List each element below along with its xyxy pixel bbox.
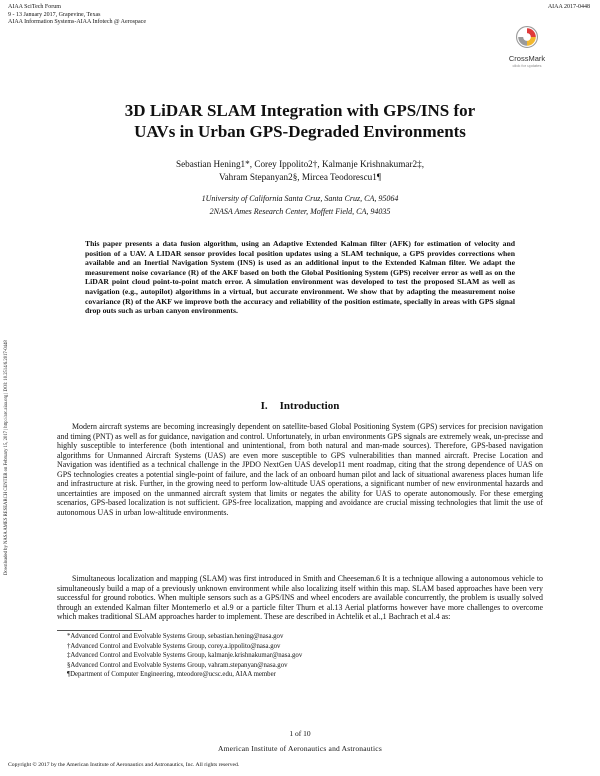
abstract: This paper presents a data fusion algorithm, using an Adaptive Extended Kalman filter (AFK) for estimation of velocity and position of a UAV. A LIDAR sensor provides local position updates using a SLAM technique, a GPS provides corrections when available and an Inertial Navigation System (INS) is used as an additional input to the Extended Kalman filter. We adapt the measurement noise covariance (R) of the AKF based on both the Global Positioning System (GPS) receiver error as well as on the LiDAR point cloud point-to-point match error. A simulation environment was developed to test the proposed SLAM as well as navigation (e.g., autopilot) algorithms in a virtual, but accurate environment. We show that by adapting the measurement noise covariance (R) of the AKF we improve both the accuracy and reliability of the position estimate, specially in areas with GPS signal drop outs such as urban canyon environments.	[85, 239, 515, 316]
footnote: §Advanced Control and Evolvable Systems Group, vahram.stepanyan@nasa.gov	[67, 661, 288, 669]
crossmark-sublabel: click for updates	[512, 63, 542, 68]
affiliation-ucsc: 1University of California Santa Cruz, Santa Cruz, CA, 95064	[201, 194, 399, 203]
publisher-name: American Institute of Aeronautics and Astronautics	[218, 744, 382, 753]
crossmark-badge[interactable]	[502, 26, 552, 68]
paper-number: AIAA 2017-0448	[547, 4, 590, 10]
paper-title	[60, 100, 540, 142]
crossmark-logo-icon	[516, 26, 538, 48]
footnote-divider	[57, 630, 142, 631]
paper-title-line2: UAVs in Urban GPS-Degraded Environments	[134, 122, 466, 141]
section-title: Introduction	[279, 400, 340, 412]
affiliations	[110, 192, 490, 218]
conference-header	[8, 4, 146, 27]
crossmark-label: CrossMark	[508, 54, 546, 63]
footnote: †Advanced Control and Evolvable Systems Group, corey.a.ippolito@nasa.gov	[67, 642, 281, 650]
intro-paragraph-1: Modern aircraft systems are becoming increasingly dependent on satellite-based Global Positioning System (GPS) services for precision navigation and timing (PNT) as well as for guidance, navigation and control. Unfortunately, in urban environments GPS signals are extremely weak, un-precisse and highly susceptible to interference (both intentional and unintentional, from both natural and man-made sources). Therefore, GPS-based navigation algorithms for Unmanned Aircraft Systems (UAS) are even more susceptible to GPS vulnerabilities than manned aircraft. Precise Location and Navigation was identified as a technical challenge in the JPDO NextGen UAS develop11 ment roadmap, citing that the strong dependence of UAS on GPS technologies creates a potential single-point of failure, and the lack of an onboard human pilot and lack of situational awareness places human life and infrastructure at risk. Further, in the growing need to perform low-altitude UAS operations, a significant number of new environmental hazards and uncertainties are imposed on the unmanned aircraft system that limits or negates the ability for UAS to operate autonomously. For these emerging scenarios, GPS-based localization is not sufficient. GPS-free localization, mapping and avoidance are crucial missing technologies that limit the use of autonomous UAS in urban low-altitude environments.	[57, 422, 543, 517]
footnote: ¶Department of Computer Engineering, mteodore@ucsc.edu, AIAA member	[67, 671, 276, 679]
section-number: I.	[260, 400, 268, 412]
footnote: *Advanced Control and Evolvable Systems Group, sebastian.hening@nasa.gov	[67, 633, 284, 640]
conference-dates: 9 - 13 January 2017, Grapevine, Texas	[8, 11, 101, 18]
footnotes	[67, 632, 527, 680]
authors-line1: Sebastian Hening1*, Corey Ippolito2†, Kalmanje Krishnakumar2‡,	[175, 159, 424, 169]
conference-name: AIAA SciTech Forum	[8, 4, 61, 10]
affiliation-nasa-ames: 2NASA Ames Research Center, Moffett Field, CA, 94035	[209, 207, 391, 216]
intro-paragraph-2: Simultaneous localization and mapping (SLAM) was first introduced in Smith and Cheeseman.6 It is a technique allowing a autonomous vehicle to simultaneously build a map of a previously unknown environment while also localizing itself within this map. SLAM based approaches have been very successful for ground robotics. When multiple sensors such as a GPS/INS and wheel encoders are available concurrently, the problem is usually solved through an extended Kalman filter Montemerlo et al.9 or a particle filter Thurn et al.13 Aerial platforms however have more challenges to overcome which makes traditional SLAM approaches harder to implement. These are described in Achtelik et al.,1 Bachrach et al.4 as:	[57, 574, 543, 621]
section-heading-introduction	[160, 400, 440, 412]
conference-session: AIAA Information Systems-AIAA Infotech @ Aerospace	[8, 19, 146, 25]
paper-title-line1: 3D LiDAR SLAM Integration with GPS/INS for	[124, 101, 476, 120]
copyright-notice: Copyright © 2017 by the American Institute of Aeronautics and Astronautics, Inc. All rights reserved.	[8, 762, 240, 768]
footnote: ‡Advanced Control and Evolvable Systems Group, kalmanje.krishnakumar@nasa.gov	[67, 652, 303, 660]
authors-line2: Vahram Stepanyan2§, Mircea Teodorescu1¶	[218, 172, 382, 182]
author-list	[90, 158, 510, 184]
download-watermark: Downloaded by NASA AMES RESEARCH CENTER on February 15, 2017 | http://arc.aiaa.org | DOI: 10.2514/6.2017-0448	[4, 340, 9, 575]
page-number: 1 of 10	[289, 729, 311, 738]
